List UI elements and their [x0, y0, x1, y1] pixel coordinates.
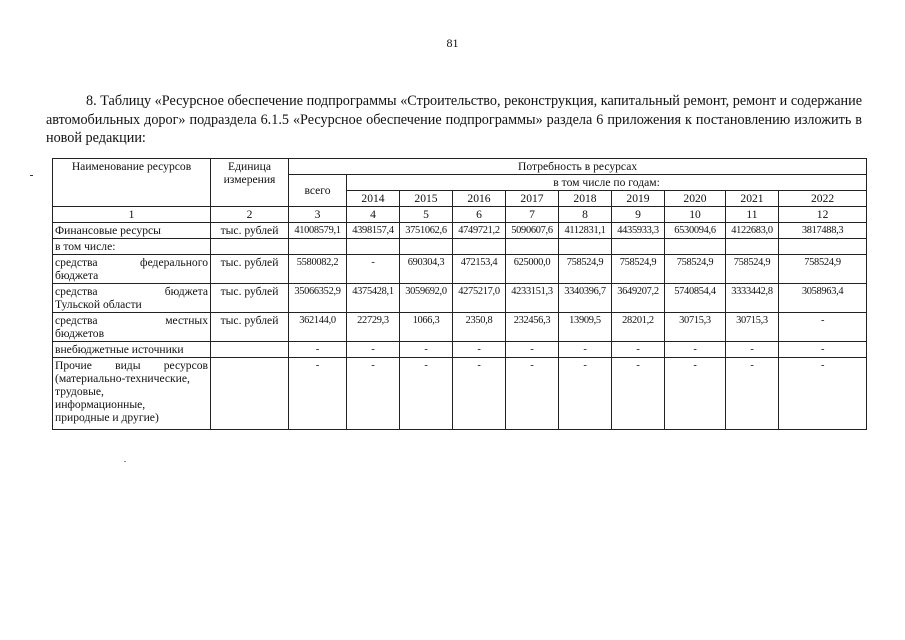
- year-value-cell: [347, 239, 400, 255]
- year-value-cell: 758524,9: [665, 255, 726, 284]
- year-value-cell: 4112831,1: [559, 223, 612, 239]
- year-value-cell: 2350,8: [453, 313, 506, 342]
- header-year-2021: 2021: [726, 191, 779, 207]
- resource-name-cell: [53, 255, 211, 284]
- year-value-cell: 625000,0: [506, 255, 559, 284]
- year-value-cell: 30715,3: [726, 313, 779, 342]
- year-value-cell: -: [400, 358, 453, 430]
- year-value-cell: [779, 239, 867, 255]
- year-value-cell: 30715,3: [665, 313, 726, 342]
- year-value-cell: 4749721,2: [453, 223, 506, 239]
- year-value-cell: -: [779, 313, 867, 342]
- column-index-8: 8: [559, 207, 612, 223]
- table-row: [53, 342, 867, 358]
- unit-cell: [211, 358, 289, 430]
- resource-name-line: трудовые,: [55, 385, 104, 398]
- resource-name-cell: [53, 358, 211, 430]
- year-value-cell: -: [665, 358, 726, 430]
- year-value-cell: [506, 239, 559, 255]
- header-by-years: в том числе по годам:: [347, 175, 867, 191]
- year-value-cell: 3340396,7: [559, 284, 612, 313]
- resource-name-line: информационные,: [55, 398, 146, 411]
- column-index-1: 1: [53, 207, 211, 223]
- year-value-cell: -: [506, 342, 559, 358]
- total-value-cell: -: [289, 342, 347, 358]
- year-value-cell: 758524,9: [559, 255, 612, 284]
- resource-name-cell: [53, 284, 211, 313]
- header-year-2022: 2022: [779, 191, 867, 207]
- resource-name-line: Тульской области: [55, 298, 142, 311]
- year-value-cell: -: [559, 342, 612, 358]
- header-year-2017: 2017: [506, 191, 559, 207]
- year-value-cell: 3817488,3: [779, 223, 867, 239]
- year-value-cell: [400, 239, 453, 255]
- column-index-10: 10: [665, 207, 726, 223]
- column-index-7: 7: [506, 207, 559, 223]
- year-value-cell: 4233151,3: [506, 284, 559, 313]
- column-index-4: 4: [347, 207, 400, 223]
- year-value-cell: [559, 239, 612, 255]
- column-index-9: 9: [612, 207, 665, 223]
- table-row: [53, 358, 867, 430]
- scan-speck: [124, 461, 126, 462]
- year-value-cell: 232456,3: [506, 313, 559, 342]
- year-value-cell: -: [453, 358, 506, 430]
- column-index-2: 2: [211, 207, 289, 223]
- unit-cell: тыс. рублей: [211, 313, 289, 342]
- total-value-cell: [289, 239, 347, 255]
- unit-cell: тыс. рублей: [211, 223, 289, 239]
- year-value-cell: 4375428,1: [347, 284, 400, 313]
- index-row: [53, 207, 867, 223]
- resource-name-line: Прочие виды ресурсов: [55, 359, 208, 372]
- resource-name-line: средства федерального: [55, 256, 208, 269]
- resource-table: [52, 158, 867, 430]
- resource-name-cell: [53, 313, 211, 342]
- resource-name-line: средства бюджета: [55, 285, 208, 298]
- header-year-2015: 2015: [400, 191, 453, 207]
- header-year-2014: 2014: [347, 191, 400, 207]
- header-resource-name: Наименование ресурсов: [53, 159, 211, 207]
- year-value-cell: 1066,3: [400, 313, 453, 342]
- header-year-2019: 2019: [612, 191, 665, 207]
- year-value-cell: 3751062,6: [400, 223, 453, 239]
- year-value-cell: 4398157,4: [347, 223, 400, 239]
- year-value-cell: [726, 239, 779, 255]
- year-value-cell: 22729,3: [347, 313, 400, 342]
- total-value-cell: 362144,0: [289, 313, 347, 342]
- resource-name-line: природные и другие): [55, 411, 159, 424]
- year-value-cell: -: [506, 358, 559, 430]
- amendment-paragraph: 8. Таблицу «Ресурсное обеспечение подпрограммы «Строительство, реконструкция, капитальный ремонт, ремонт и содержание автомобильных дорог» подраздела 6.1.5 «Ресурсное обеспечение подпрограммы» раздела 6 приложения к постановлению изложить в новой редакции:: [46, 93, 862, 146]
- margin-mark: [30, 175, 33, 176]
- column-index-5: 5: [400, 207, 453, 223]
- year-value-cell: [453, 239, 506, 255]
- page-number: 81: [446, 36, 459, 50]
- header-year-2016: 2016: [453, 191, 506, 207]
- year-value-cell: 13909,5: [559, 313, 612, 342]
- year-value-cell: -: [612, 342, 665, 358]
- total-value-cell: -: [289, 358, 347, 430]
- column-index-3: 3: [289, 207, 347, 223]
- table-row: [53, 223, 867, 239]
- resource-name-cell: Финансовые ресурсы: [53, 223, 211, 239]
- resource-name-line: средства местных: [55, 314, 208, 327]
- resource-name-cell: в том числе:: [53, 239, 211, 255]
- header-year-2018: 2018: [559, 191, 612, 207]
- table-row: [53, 313, 867, 342]
- year-value-cell: 5090607,6: [506, 223, 559, 239]
- year-value-cell: 3058963,4: [779, 284, 867, 313]
- unit-cell: [211, 239, 289, 255]
- year-value-cell: -: [347, 342, 400, 358]
- year-value-cell: -: [779, 358, 867, 430]
- year-value-cell: 6530094,6: [665, 223, 726, 239]
- unit-cell: тыс. рублей: [211, 284, 289, 313]
- table-row: [53, 239, 867, 255]
- year-value-cell: 4275217,0: [453, 284, 506, 313]
- year-value-cell: 690304,3: [400, 255, 453, 284]
- column-index-12: 12: [779, 207, 867, 223]
- year-value-cell: -: [347, 358, 400, 430]
- year-value-cell: 4435933,3: [612, 223, 665, 239]
- year-value-cell: 758524,9: [779, 255, 867, 284]
- column-index-11: 11: [726, 207, 779, 223]
- year-value-cell: -: [453, 342, 506, 358]
- year-value-cell: -: [559, 358, 612, 430]
- year-value-cell: [665, 239, 726, 255]
- year-value-cell: -: [612, 358, 665, 430]
- year-value-cell: -: [726, 342, 779, 358]
- year-value-cell: 758524,9: [726, 255, 779, 284]
- year-value-cell: 758524,9: [612, 255, 665, 284]
- resource-name-line: (материально-технические,: [55, 372, 190, 385]
- year-value-cell: -: [726, 358, 779, 430]
- year-value-cell: -: [400, 342, 453, 358]
- year-value-cell: 3059692,0: [400, 284, 453, 313]
- resource-name-cell: внебюджетные источники: [53, 342, 211, 358]
- resource-name-line: бюджетов: [55, 327, 105, 340]
- year-value-cell: 4122683,0: [726, 223, 779, 239]
- resource-name-line: бюджета: [55, 269, 99, 282]
- unit-cell: [211, 342, 289, 358]
- header-unit: Единица измерения: [211, 159, 289, 207]
- table-row: [53, 255, 867, 284]
- header-row-1: [53, 159, 867, 175]
- total-value-cell: 5580082,2: [289, 255, 347, 284]
- year-value-cell: -: [779, 342, 867, 358]
- total-value-cell: 35066352,9: [289, 284, 347, 313]
- year-value-cell: 28201,2: [612, 313, 665, 342]
- header-year-2020: 2020: [665, 191, 726, 207]
- year-value-cell: 5740854,4: [665, 284, 726, 313]
- table-row: [53, 284, 867, 313]
- year-value-cell: 472153,4: [453, 255, 506, 284]
- header-need: Потребность в ресурсах: [289, 159, 867, 175]
- unit-cell: тыс. рублей: [211, 255, 289, 284]
- column-index-6: 6: [453, 207, 506, 223]
- year-value-cell: 3333442,8: [726, 284, 779, 313]
- total-value-cell: 41008579,1: [289, 223, 347, 239]
- year-value-cell: -: [665, 342, 726, 358]
- header-total: всего: [289, 175, 347, 207]
- year-value-cell: [612, 239, 665, 255]
- year-value-cell: 3649207,2: [612, 284, 665, 313]
- year-value-cell: -: [347, 255, 400, 284]
